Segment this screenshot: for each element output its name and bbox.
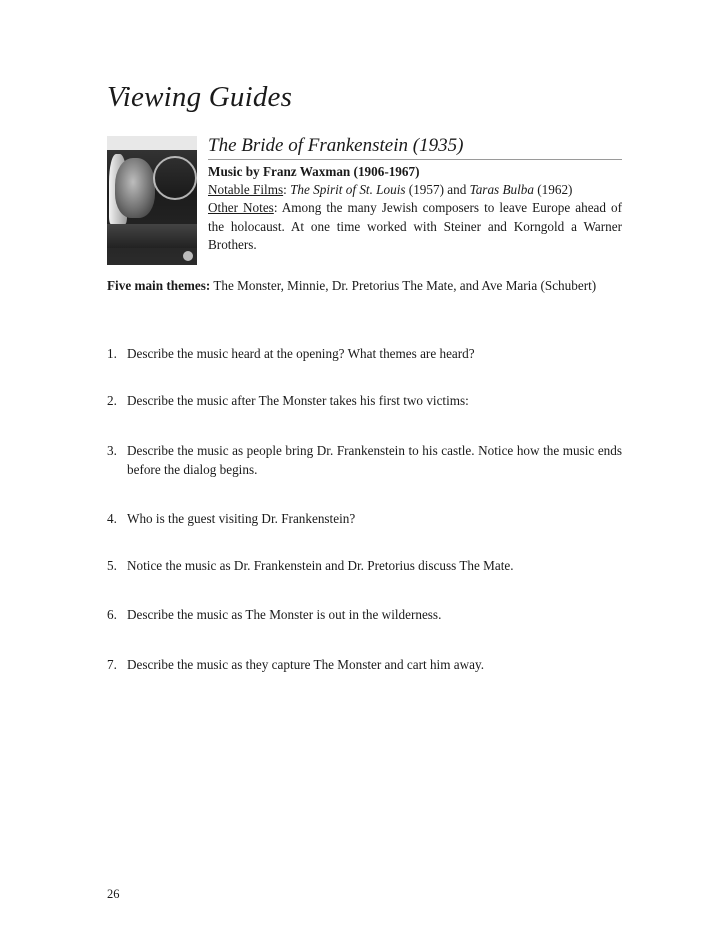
question-item — [107, 605, 622, 624]
question-text: Describe the music as people bring Dr. Frankenstein to his castle. Notice how the music ends before the dialog begins. — [127, 443, 622, 477]
question-item — [107, 655, 622, 674]
poster-monster-face — [115, 158, 155, 218]
question-item — [107, 391, 622, 410]
notable-film-1-year: (1957) and — [405, 182, 470, 198]
poster-title-script — [153, 156, 197, 200]
question-item — [107, 344, 622, 363]
composer-info — [208, 163, 622, 254]
main-themes — [107, 276, 622, 296]
question-item — [107, 509, 622, 528]
question-text: Notice the music as Dr. Frankenstein and Dr. Pretorius discuss The Mate. — [127, 558, 514, 573]
film-poster-image — [107, 136, 197, 265]
composer-line: Music by Franz Waxman (1906-1967) — [208, 164, 420, 179]
main-themes-text: The Monster, Minnie, Dr. Pretorius The Mate, and Ave Maria (Schubert) — [210, 278, 597, 293]
poster-studio-logo-icon — [183, 251, 193, 261]
other-notes-label: Other Notes — [208, 200, 274, 216]
question-text: Describe the music after The Monster takes his first two victims: — [127, 393, 469, 408]
notable-films-label: Notable Films — [208, 182, 284, 198]
notable-films-sep: : — [283, 182, 291, 198]
question-number: 7. — [107, 657, 117, 672]
question-number: 4. — [107, 511, 117, 526]
poster-title-band — [107, 224, 197, 248]
other-notes-text: : Among the many Jewish composers to leave Europe ahead of the holocaust. At one time worked with Steiner and Korngold a Warner Brothers. — [208, 200, 622, 252]
notable-film-2: Taras Bulba — [469, 182, 534, 198]
notable-film-1: The Spirit of St. Louis — [290, 182, 406, 198]
question-number: 6. — [107, 607, 117, 622]
title-divider — [208, 159, 622, 160]
other-notes — [208, 199, 622, 254]
question-text: Describe the music heard at the opening? What themes are heard? — [127, 346, 475, 361]
question-number: 3. — [107, 443, 117, 458]
question-text: Who is the guest visiting Dr. Frankenstein? — [127, 511, 356, 526]
page-number: 26 — [107, 887, 120, 901]
question-number: 5. — [107, 558, 117, 573]
question-text: Describe the music as they capture The Monster and cart him away. — [127, 657, 485, 672]
question-text: Describe the music as The Monster is out in the wilderness. — [127, 607, 442, 622]
question-item — [107, 556, 622, 575]
main-themes-label: Five main themes: — [107, 278, 211, 293]
page-title: Viewing Guides — [107, 81, 293, 113]
notable-films-line — [208, 181, 622, 199]
film-title: The Bride of Frankenstein (1935) — [208, 135, 464, 156]
question-item — [107, 441, 622, 479]
question-number: 2. — [107, 393, 117, 408]
question-number: 1. — [107, 346, 117, 361]
notable-film-2-year: (1962) — [533, 182, 573, 198]
poster-header-band — [107, 136, 197, 150]
